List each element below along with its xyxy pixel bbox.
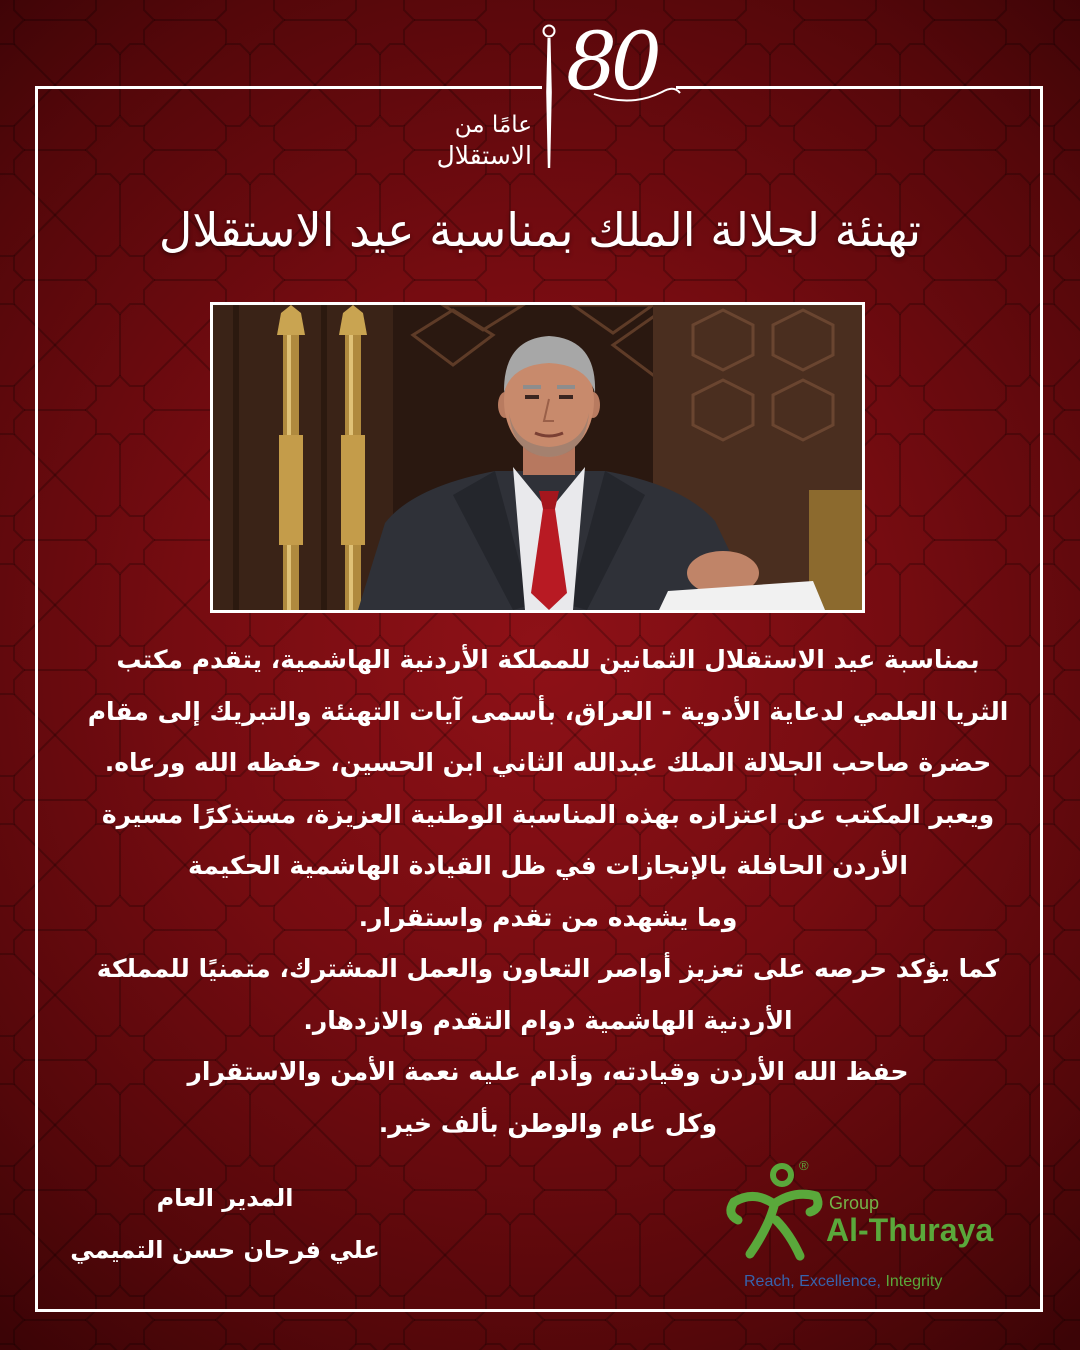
pattern-lattice: [924, 1320, 1080, 1350]
pattern-star: [0, 116, 24, 184]
pattern-star: [0, 636, 24, 704]
message-line: وكل عام والوطن بألف خير.: [378, 1108, 718, 1138]
pattern-lattice: [924, 280, 1080, 386]
pattern-lattice: [924, 410, 1080, 516]
pattern-lattice: [534, 1320, 746, 1350]
pattern-lattice: [14, 1320, 226, 1350]
pattern-star: [216, 116, 284, 184]
flourish-swash: [592, 78, 684, 108]
pattern-star: [866, 1286, 934, 1350]
pattern-star: [866, 376, 934, 444]
pattern-star: [736, 0, 804, 54]
registered-mark: ®: [799, 1158, 809, 1173]
flagpole-icon: [537, 22, 561, 172]
pattern-lattice: [1054, 670, 1080, 776]
pattern-star: [86, 506, 154, 574]
pattern-star: [866, 116, 934, 184]
pattern-star: [996, 116, 1064, 184]
message-line: حفظ الله الأردن وقيادته، وأدام عليه نعمة الأمن والاستقرار: [187, 1057, 909, 1086]
pattern-star: [0, 896, 24, 964]
frame-border-right: [1040, 86, 1043, 1312]
pattern-lattice: [1054, 150, 1080, 256]
al-thuraya-emblem-icon: [722, 1160, 826, 1264]
pattern-star: [0, 1026, 24, 1094]
pattern-star: [0, 0, 24, 54]
pattern-lattice: [14, 280, 226, 386]
pattern-star: [86, 116, 154, 184]
message-body: [58, 634, 1038, 1149]
pattern-star: [476, 1156, 544, 1224]
pattern-star: [0, 766, 24, 834]
pattern-lattice: [794, 1320, 1006, 1350]
pattern-lattice: [794, 20, 1006, 126]
pattern-lattice: [14, 540, 226, 646]
brand-tagline: [744, 1272, 942, 1292]
frame-border-left: [35, 86, 38, 1312]
signatory-name: علي فرحان حسن التميمي: [70, 1236, 380, 1264]
tagline-integrity: Integrity: [885, 1273, 943, 1290]
pattern-lattice: [14, 20, 226, 126]
brand-name: Al-Thuraya: [826, 1212, 994, 1248]
frame-border-top-right: [676, 86, 1043, 89]
frame-border-bottom: [35, 1309, 1043, 1312]
pattern-star: [606, 1156, 674, 1224]
pattern-star: [996, 506, 1064, 574]
pattern-star: [0, 506, 24, 574]
anniversary-years-label: عامًا من: [454, 112, 532, 138]
pattern-lattice: [664, 20, 876, 126]
pattern-lattice: [1054, 410, 1080, 516]
message-line: الأردنية الهاشمية دوام التقدم والازدهار.: [303, 1005, 793, 1035]
pattern-star: [476, 0, 544, 54]
pattern-lattice: [1054, 280, 1080, 386]
pattern-lattice: [664, 1320, 876, 1350]
pattern-star: [996, 1156, 1064, 1224]
pattern-star: [736, 1286, 804, 1350]
pattern-lattice: [144, 1320, 356, 1350]
pattern-lattice: [924, 540, 1080, 646]
pattern-star: [476, 1286, 544, 1350]
message-line: كما يؤكد حرصه على تعزيز أواصر التعاون والعمل المشترك، متمنيًا للمملكة: [96, 954, 1000, 983]
pattern-star: [0, 376, 24, 444]
pattern-lattice: [924, 20, 1080, 126]
message-line: بمناسبة عيد الاستقلال الثمانين للمملكة الأردنية الهاشمية، يتقدم مكتب: [116, 645, 980, 674]
pattern-star: [86, 1286, 154, 1350]
pattern-star: [866, 0, 934, 54]
pattern-lattice: [1054, 540, 1080, 646]
pattern-lattice: [1054, 800, 1080, 906]
pattern-star: [996, 376, 1064, 444]
anniversary-number: 80: [566, 15, 656, 108]
pattern-star: [216, 0, 284, 54]
frame-border-top-left: [35, 86, 542, 89]
message-line: الأردن الحافلة بالإنجازات في ظل القيادة الهاشمية الحكيمة: [188, 851, 908, 880]
pattern-lattice: [1054, 20, 1080, 126]
pattern-lattice: [144, 20, 356, 126]
tagline-excellence: Excellence,: [799, 1273, 881, 1290]
pattern-lattice: [274, 1320, 486, 1350]
pattern-star: [606, 116, 674, 184]
pattern-star: [0, 246, 24, 314]
pattern-star: [736, 116, 804, 184]
king-photo: [213, 305, 862, 610]
message-line: وما يشهده من تقدم واستقرار.: [358, 902, 738, 932]
message-line: ويعبر المكتب عن اعتزازه بهذه المناسبة الوطنية العزيزة، مستذكرًا مسيرة: [101, 799, 995, 829]
pattern-lattice: [1054, 1320, 1080, 1350]
pattern-lattice: [1054, 930, 1080, 1036]
brand-group-label: Group: [829, 1193, 880, 1213]
message-line: حضرة صاحب الجلالة الملك عبدالله الثاني ابن الحسين، حفظه الله ورعاه.: [104, 748, 992, 777]
tagline-reach: Reach,: [744, 1273, 795, 1290]
anniversary-independence-label: الاستقلال: [436, 141, 532, 170]
pattern-lattice: [534, 1190, 746, 1296]
pattern-star: [216, 1286, 284, 1350]
pattern-lattice: [404, 1190, 616, 1296]
pattern-lattice: [1054, 1190, 1080, 1296]
pattern-star: [346, 0, 414, 54]
pattern-star: [996, 0, 1064, 54]
pattern-lattice: [404, 1320, 616, 1350]
pattern-star: [86, 0, 154, 54]
pattern-star: [996, 1286, 1064, 1350]
pattern-star: [606, 1286, 674, 1350]
page-title: تهنئة لجلالة الملك بمناسبة عيد الاستقلال: [158, 203, 922, 257]
signatory-title: المدير العام: [156, 1184, 294, 1212]
king-photo-frame: [210, 302, 865, 613]
pattern-star: [86, 376, 154, 444]
pattern-lattice: [14, 410, 226, 516]
pattern-star: [346, 1286, 414, 1350]
pattern-lattice: [1054, 1060, 1080, 1166]
message-line: الثريا العلمي لدعاية الأدوية - العراق، بأسمى آيات التهنئة والتبريك إلى مقام: [87, 696, 1009, 726]
pattern-star: [0, 1156, 24, 1224]
pattern-star: [866, 506, 934, 574]
pattern-star: [0, 1286, 24, 1350]
